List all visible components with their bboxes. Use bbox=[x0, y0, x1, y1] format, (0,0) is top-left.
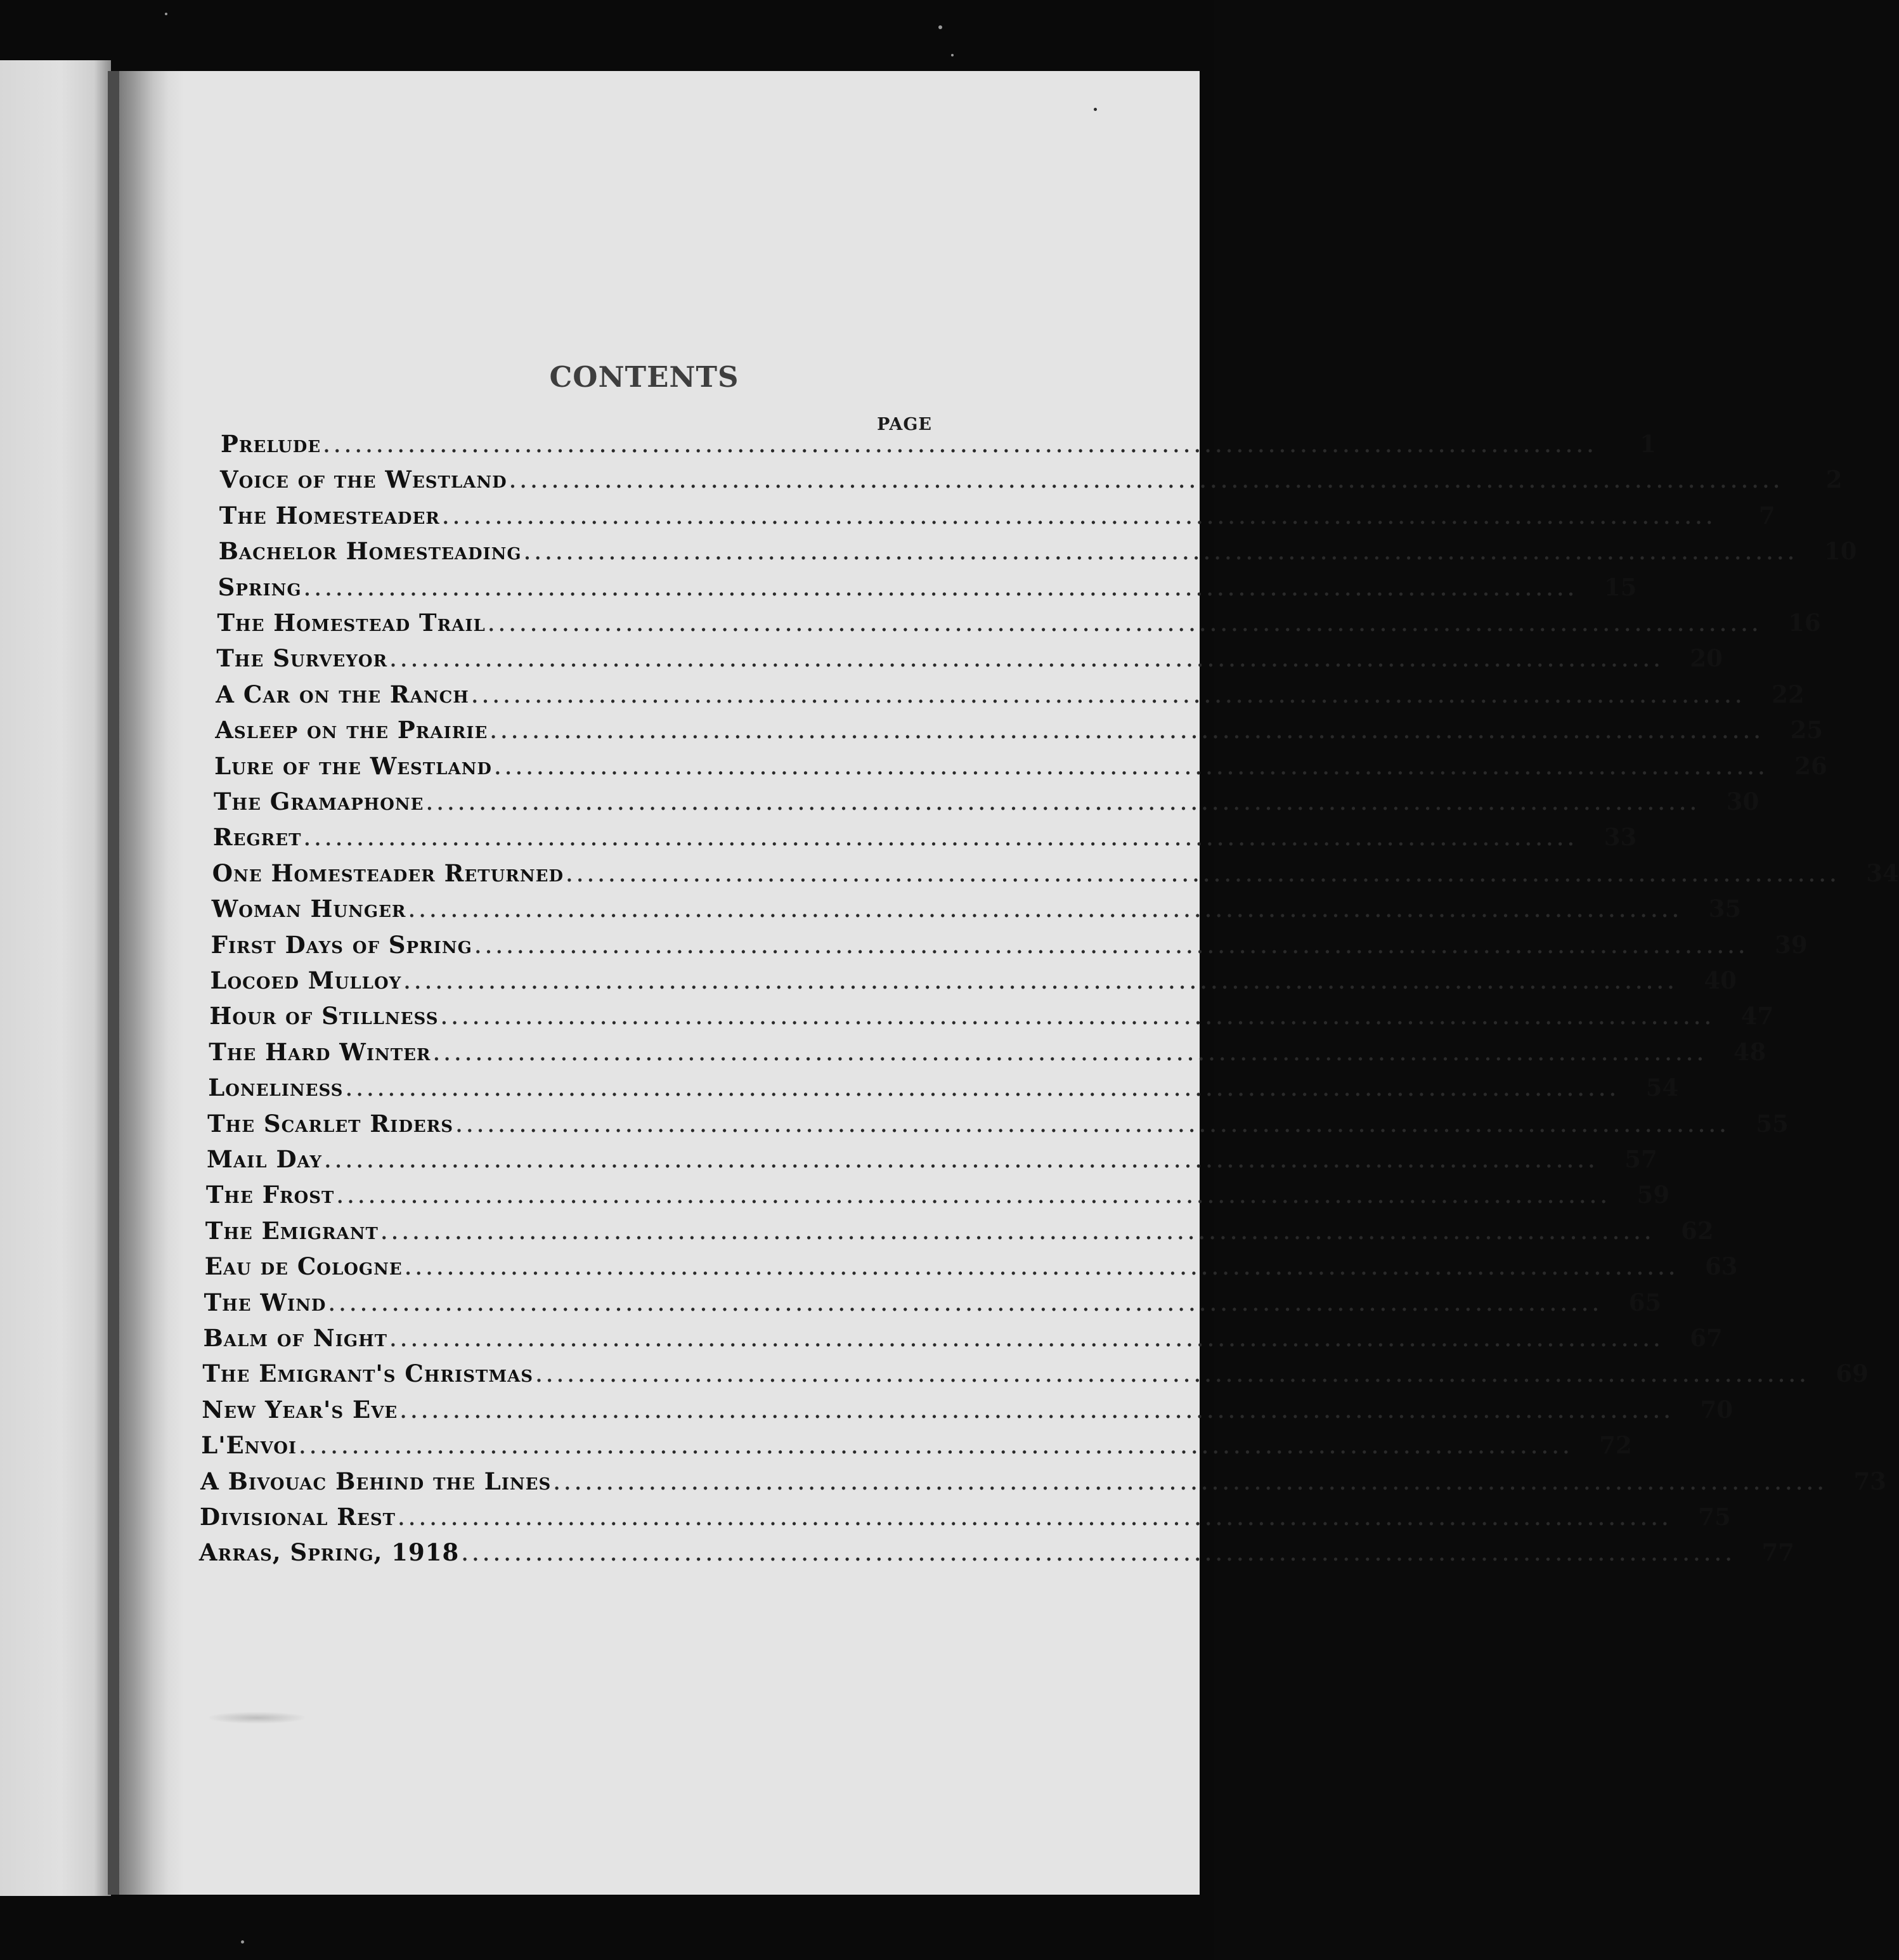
toc-entry-page: 10 bbox=[1824, 537, 1857, 566]
toc-entry-page: 72 bbox=[1599, 1431, 1632, 1460]
toc-entry-page: 62 bbox=[1681, 1216, 1714, 1245]
scan-speck bbox=[1094, 108, 1097, 111]
toc-entry-page: 48 bbox=[1733, 1037, 1766, 1066]
toc-entry-page: 15 bbox=[1604, 573, 1637, 601]
toc-entry bbox=[198, 1538, 1795, 1571]
toc-leader-dots: ........................................................................................................................ bbox=[323, 436, 1598, 457]
toc-entry-page: 63 bbox=[1704, 1252, 1738, 1281]
scan-speck bbox=[951, 54, 954, 56]
toc-entry-page: 2 bbox=[1825, 465, 1843, 494]
scan-speck bbox=[241, 1940, 244, 1944]
toc-leader-dots: ........................................................................................................................ bbox=[471, 685, 1746, 707]
toc-entry bbox=[214, 751, 1827, 785]
toc-entry-title: Woman Hunger bbox=[211, 895, 406, 923]
facing-page-edge bbox=[0, 60, 111, 1896]
toc-entry bbox=[216, 680, 1805, 713]
toc-leader-dots: ........................................................................................................................ bbox=[389, 1330, 1664, 1351]
toc-entry-title: Spring bbox=[217, 573, 302, 601]
toc-entry-page: 55 bbox=[1756, 1109, 1789, 1138]
toc-entry-page: 40 bbox=[1704, 966, 1737, 994]
toc-entry-page: 57 bbox=[1624, 1145, 1657, 1173]
toc-entry bbox=[205, 1181, 1670, 1214]
toc-entry bbox=[214, 788, 1760, 821]
toc-leader-dots: ........................................................................................................................ bbox=[405, 1258, 1680, 1280]
toc-entry bbox=[207, 1145, 1657, 1178]
toc-entry bbox=[203, 1324, 1723, 1357]
toc-entry-title: A Bivouac Behind the Lines bbox=[200, 1467, 552, 1495]
toc-entry-title: The Homestead Trail bbox=[217, 609, 486, 637]
toc-leader-dots: ........................................................................................................................ bbox=[494, 757, 1769, 779]
toc-entry-title: First Days of Spring bbox=[211, 930, 472, 959]
toc-entry-page: 26 bbox=[1794, 751, 1827, 780]
scan-frame-bottom bbox=[0, 1895, 1214, 1960]
toc-leader-dots: ........................................................................................................................ bbox=[442, 507, 1717, 528]
toc-entry-title: Arras, Spring, 1918 bbox=[198, 1538, 460, 1567]
toc-entry-title: The Frost bbox=[205, 1181, 335, 1209]
toc-entry-page: 75 bbox=[1698, 1503, 1731, 1531]
toc-entry-title: Hour of Stillness bbox=[209, 1002, 439, 1030]
toc-entry-title: Locoed Mulloy bbox=[210, 966, 402, 994]
toc-entry-title: The Scarlet Riders bbox=[207, 1109, 454, 1138]
toc-entry bbox=[212, 859, 1899, 892]
toc-entry-title: One Homesteader Returned bbox=[212, 859, 564, 887]
toc-leader-dots: ........................................................................................................................ bbox=[554, 1472, 1829, 1494]
toc-leader-dots: ........................................................................................................................ bbox=[346, 1079, 1621, 1101]
toc-entry bbox=[201, 1431, 1632, 1464]
toc-entry-page: 16 bbox=[1788, 609, 1821, 637]
toc-entry bbox=[207, 1109, 1789, 1143]
toc-entry-page: 54 bbox=[1645, 1074, 1679, 1102]
toc-entry-title: The Homesteader bbox=[219, 501, 440, 529]
toc-leader-dots: ........................................................................................................................ bbox=[390, 650, 1664, 672]
toc-entry-title: Eau de Cologne bbox=[204, 1252, 403, 1281]
toc-leader-dots: ........................................................................................................................ bbox=[324, 1151, 1599, 1172]
toc-entry-page: 25 bbox=[1790, 716, 1824, 744]
toc-entry bbox=[221, 430, 1656, 463]
toc-entry bbox=[205, 1216, 1714, 1250]
toc-entry-title: The Gramaphone bbox=[214, 788, 424, 815]
toc-entry-title: Mail Day bbox=[207, 1145, 322, 1173]
scan-frame-top bbox=[0, 0, 1214, 71]
toc-entry-page: 20 bbox=[1690, 644, 1723, 673]
toc-leader-dots: ........................................................................................................................ bbox=[474, 936, 1749, 957]
toc-entry-title: New Year's Eve bbox=[202, 1395, 398, 1424]
toc-entry bbox=[219, 465, 1843, 498]
toc-leader-dots: ........................................................................................................................ bbox=[400, 1401, 1675, 1422]
toc-entry-page: 34 bbox=[1866, 859, 1899, 887]
toc-entry-page: 73 bbox=[1853, 1467, 1887, 1495]
scan-speck bbox=[938, 25, 942, 29]
toc-leader-dots: ........................................................................................................................ bbox=[380, 1222, 1656, 1243]
toc-entry-page: 67 bbox=[1690, 1324, 1723, 1352]
toc-entry bbox=[208, 1074, 1679, 1107]
toc-entry bbox=[211, 930, 1808, 964]
toc-entry-page: 69 bbox=[1836, 1360, 1869, 1388]
toc-leader-dots: ........................................................................................................................ bbox=[328, 1294, 1604, 1315]
toc-entry bbox=[216, 644, 1723, 677]
toc-entry-title: Bachelor Homesteading bbox=[218, 537, 522, 566]
toc-entry bbox=[217, 609, 1821, 642]
toc-leader-dots: ........................................................................................................................ bbox=[488, 614, 1763, 635]
toc-entry bbox=[202, 1360, 1869, 1392]
toc-entry-page: 35 bbox=[1708, 895, 1742, 923]
toc-entry-page: 59 bbox=[1637, 1181, 1670, 1209]
toc-entry-page: 30 bbox=[1726, 788, 1760, 815]
toc-entry-title: Lure of the Westland bbox=[214, 751, 492, 780]
toc-entry bbox=[204, 1288, 1662, 1321]
toc-leader-dots: ........................................................................................................................ bbox=[304, 829, 1579, 850]
toc-entry-page: 33 bbox=[1604, 823, 1637, 852]
toc-leader-dots: ........................................................................................................................ bbox=[299, 1437, 1574, 1458]
toc-entry-title: Prelude bbox=[221, 430, 321, 458]
book-page bbox=[108, 71, 1899, 1895]
toc-entry-page: 7 bbox=[1758, 501, 1775, 529]
scan-speck bbox=[165, 13, 167, 15]
toc-entry bbox=[210, 966, 1737, 999]
toc-entry bbox=[209, 1037, 1766, 1071]
toc-entry bbox=[218, 537, 1857, 570]
toc-leader-dots: ........................................................................................................................ bbox=[398, 1509, 1673, 1529]
toc-leader-dots: ........................................................................................................................ bbox=[536, 1365, 1810, 1387]
toc-entry-title: Regret bbox=[212, 823, 302, 852]
toc-entry-title: The Emigrant's Christmas bbox=[202, 1360, 534, 1388]
toc-entry-page: 70 bbox=[1700, 1395, 1733, 1424]
toc-entry bbox=[209, 1002, 1774, 1035]
toc-leader-dots: ........................................................................................................................ bbox=[490, 722, 1765, 743]
toc-entry-page: 65 bbox=[1628, 1288, 1662, 1316]
toc-entry bbox=[211, 895, 1742, 928]
toc-leader-dots: ........................................................................................................................ bbox=[426, 793, 1701, 814]
toc-entry-title: Voice of the Westland bbox=[219, 465, 507, 494]
page-column-label: PAGE bbox=[877, 415, 932, 434]
toc-entry-title: The Wind bbox=[204, 1288, 327, 1316]
toc-leader-dots: ........................................................................................................................ bbox=[441, 1008, 1716, 1029]
toc-entry bbox=[219, 501, 1775, 535]
toc-entry-title: L'Envoi bbox=[201, 1431, 297, 1460]
toc-leader-dots: ........................................................................................................................ bbox=[433, 1043, 1708, 1065]
toc-entry-page: 77 bbox=[1761, 1538, 1795, 1567]
toc-entry-title: The Hard Winter bbox=[209, 1037, 431, 1066]
page-smudge bbox=[209, 1712, 304, 1723]
toc-entry-title: A Car on the Ranch bbox=[216, 680, 469, 708]
toc-entry bbox=[200, 1503, 1731, 1536]
toc-entry-page: 47 bbox=[1740, 1002, 1774, 1030]
toc-leader-dots: ........................................................................................................................ bbox=[304, 578, 1579, 600]
toc-entry-title: Asleep on the Prairie bbox=[215, 716, 488, 744]
toc-leader-dots: ........................................................................................................................ bbox=[524, 543, 1799, 564]
toc-leader-dots: ........................................................................................................................ bbox=[509, 471, 1784, 493]
toc-leader-dots: ........................................................................................................................ bbox=[337, 1186, 1612, 1208]
toc-leader-dots: ........................................................................................................................ bbox=[462, 1544, 1737, 1566]
toc-entry-title: Divisional Rest bbox=[200, 1503, 396, 1531]
toc-entry-title: The Emigrant bbox=[205, 1216, 379, 1245]
contents-list bbox=[108, 71, 1899, 1895]
toc-entry-page: 1 bbox=[1640, 430, 1656, 458]
toc-entry-page: 39 bbox=[1775, 930, 1808, 959]
toc-entry bbox=[200, 1467, 1887, 1500]
toc-entry bbox=[215, 716, 1824, 749]
toc-entry-page: 22 bbox=[1772, 680, 1805, 708]
toc-leader-dots: ........................................................................................................................ bbox=[404, 972, 1678, 993]
toc-leader-dots: ........................................................................................................................ bbox=[456, 1115, 1730, 1136]
toc-entry-title: The Surveyor bbox=[216, 644, 388, 673]
toc-entry bbox=[212, 823, 1637, 856]
toc-entry-title: Loneliness bbox=[208, 1074, 344, 1102]
toc-entry bbox=[202, 1395, 1733, 1429]
toc-entry bbox=[204, 1252, 1738, 1285]
contents-heading: CONTENTS bbox=[549, 360, 739, 394]
toc-leader-dots: ........................................................................................................................ bbox=[408, 900, 1683, 922]
toc-leader-dots: ........................................................................................................................ bbox=[566, 864, 1841, 886]
toc-entry-title: Balm of Night bbox=[203, 1324, 387, 1352]
toc-entry bbox=[217, 573, 1637, 606]
